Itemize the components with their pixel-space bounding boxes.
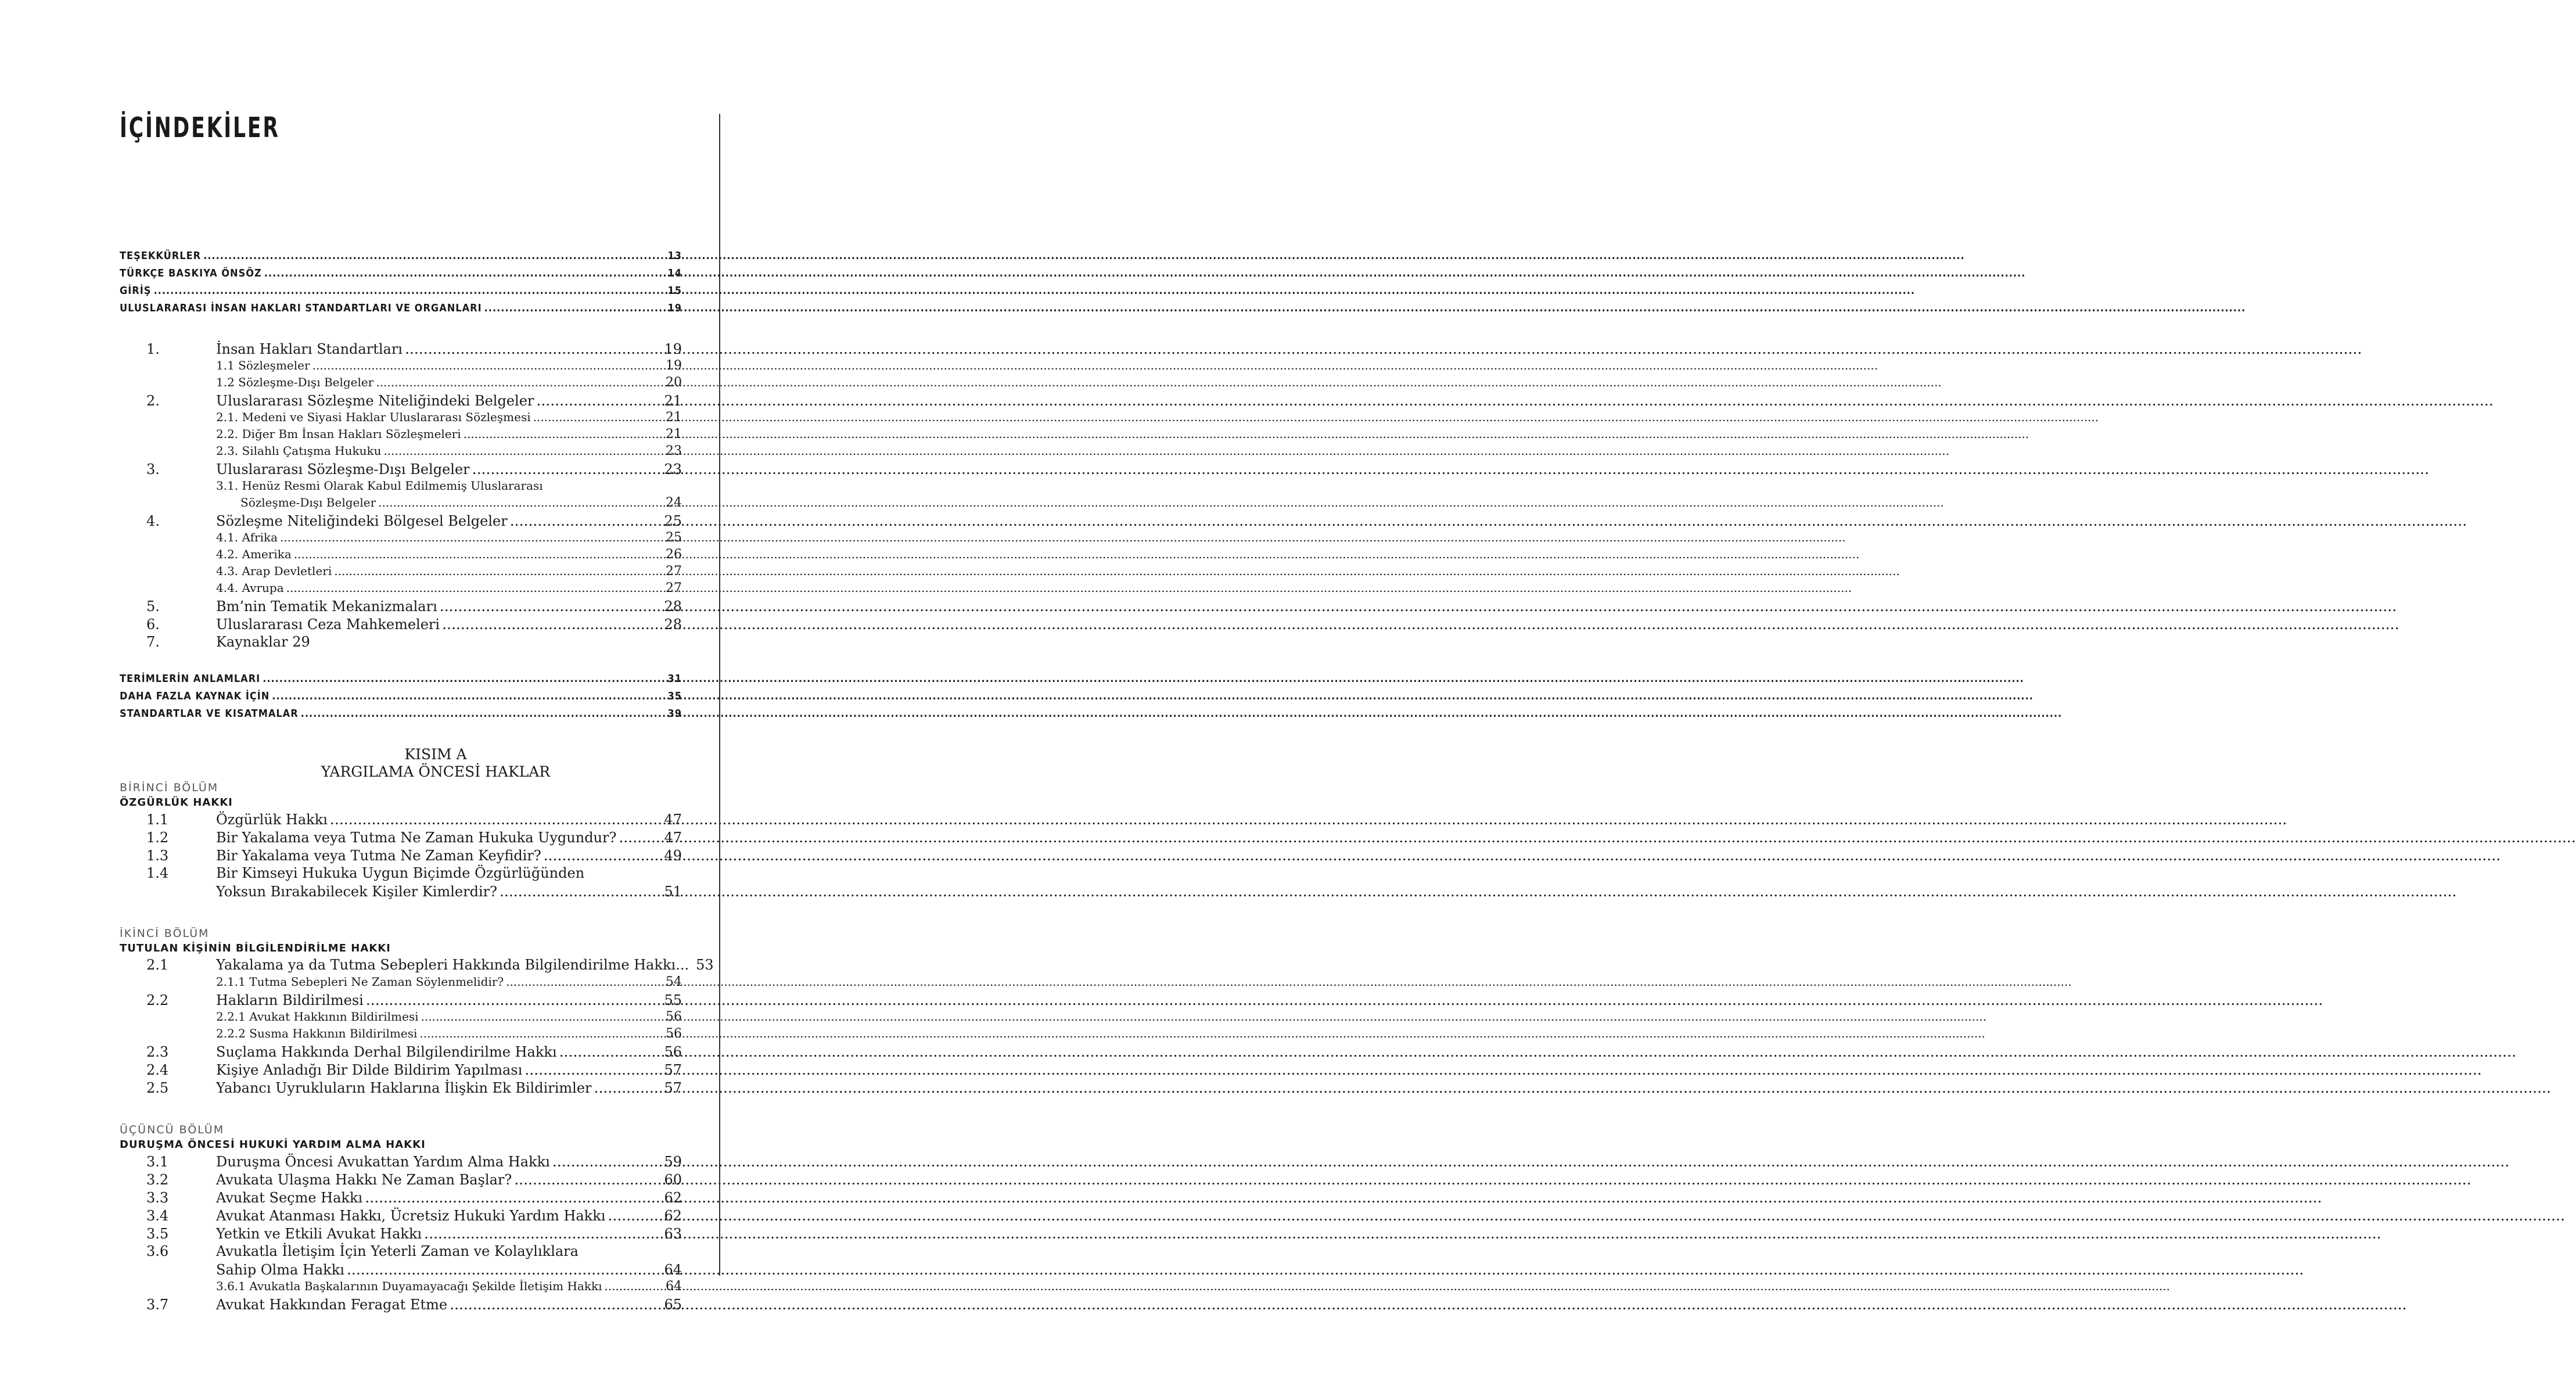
toc-entry-1-3[interactable] [120,847,682,865]
toc-entry-3-1[interactable] [120,1153,682,1171]
toc-entry-page: 54 [666,975,682,989]
toc-entry-page: 39 [667,708,682,720]
toc-entry-page: 21 [666,427,682,441]
toc-entry-page: 57 [664,1062,682,1078]
section-number: 3.6 [146,1243,169,1259]
toc-entry-label: STANDARTLAR VE KISATMALAR [120,708,299,720]
toc-entry-label: Bm’nin Tematik Mekanizmaları [216,598,437,615]
section-number: 2.1 [146,957,169,973]
toc-entry-label: Bir Yakalama veya Tutma Ne Zaman Hukuka Uygundur? [216,830,617,846]
leader-dots [286,581,664,595]
leader-dots [472,461,663,477]
leader-dots [544,847,663,864]
toc-entry-label: 2.3. Silahlı Çatışma Hukuku [216,444,382,458]
toc-subsection-3-6-1[interactable] [120,1279,682,1296]
toc-entry-3-4[interactable] [120,1207,682,1225]
leader-dots [294,547,664,561]
leader-dots [514,1171,663,1188]
toc-entry-3-2[interactable] [120,1171,682,1189]
part-heading [120,746,682,781]
part-number: KISIM A [404,746,467,763]
leader-dots [334,564,664,578]
toc-entry-1-4-continued[interactable] [120,883,682,901]
toc-entry-page: 20 [666,375,682,390]
toc-section-1[interactable] [120,340,682,358]
toc-entry-label: 4.2. Amerika [216,547,292,561]
toc-entry-label: Kaynaklar 29 [216,634,310,650]
leader-dots [604,1279,664,1293]
toc-entry-label: TÜRKÇE BASKIYA ÖNSÖZ [120,267,262,279]
toc-entry-label: ULUSLARARASI İNSAN HAKLARI STANDARTLARI VE ORGANLARI [120,302,482,314]
chapter-title[interactable]: DURUŞMA ÖNCESİ HUKUKİ YARDIM ALMA HAKKI [120,1139,426,1151]
leader-dots [594,1079,663,1096]
toc-subsection-1-2[interactable] [120,375,682,392]
toc-section-5[interactable] [120,598,682,616]
leader-dots [440,598,663,615]
toc-entry-3-5[interactable] [120,1225,682,1243]
leader-dots [366,992,663,1008]
toc-entry-further-resources[interactable] [120,690,682,708]
toc-entry-page: 56 [666,1010,682,1024]
section-number: 7. [146,634,160,650]
leader-dots [484,302,667,314]
toc-entry-label: İnsan Hakları Standartları [216,341,403,357]
toc-entry-label: Bir Yakalama veya Tutma Ne Zaman Keyfidir? [216,848,541,864]
chapter-title[interactable]: TUTULAN KİŞİNİN BİLGİLENDİRİLME HAKKI [120,942,391,954]
toc-subsection-3-1[interactable] [120,479,682,495]
toc-entry-label: 1.1 Sözleşmeler [216,358,310,372]
toc-entry-page: 57 [664,1080,682,1096]
leader-dots [280,530,664,544]
toc-subsection-2-3[interactable] [120,444,682,461]
leader-dots [450,1296,663,1313]
toc-subsection-2-1[interactable] [120,410,682,427]
toc-entry-label: TEŞEKKÜRLER [120,250,202,262]
section-number: 1.2 [146,830,169,846]
toc-entry-label: Yakalama ya da Tutma Sebepleri Hakkında Bilgilendirilme Hakkı... [216,957,689,973]
toc-entry-2-5[interactable] [120,1079,682,1097]
toc-entry-label: 2.1.1 Tutma Sebepleri Ne Zaman Söylenmelidir? [216,975,504,989]
toc-entry-label: 2.1. Medeni ve Siyasi Haklar Uluslararası Sözleşmesi [216,410,531,424]
leader-dots [424,1225,663,1242]
leader-dots [153,285,666,297]
toc-entry-page: 64 [664,1262,682,1278]
leader-dots [264,267,667,279]
toc-entry-page: 19 [667,302,682,314]
toc-subsection-3-1-continued[interactable] [120,495,682,512]
toc-entry-label: 2.2.1 Avukat Hakkının Bildirilmesi [216,1010,419,1024]
toc-entry-turkish-preface[interactable] [120,267,682,285]
leader-dots [619,829,663,846]
leader-dots [421,1010,664,1024]
toc-entry-label: TERİMLERİN ANLAMLARI [120,673,261,685]
leader-dots [510,512,663,529]
section-number: 3.1 [146,1154,169,1170]
toc-entry-3-6-continued[interactable] [120,1261,682,1279]
leader-dots [263,673,666,685]
toc-entry-label: 4.1. Afrika [216,530,278,544]
toc-section-4[interactable] [120,512,682,530]
toc-entry-1-1[interactable] [120,811,682,829]
section-number: 4. [146,513,160,529]
toc-entry-label: 2.2.2 Susma Hakkının Bildirilmesi [216,1026,418,1040]
section-number: 3.7 [146,1297,169,1313]
toc-entry-page: 59 [664,1154,682,1170]
table-of-contents [120,250,714,1314]
leader-dots [419,1026,664,1040]
toc-entry-standards-abbreviations[interactable] [120,708,682,725]
toc-entry-page: 47 [664,812,682,828]
toc-entry-page: 35 [667,690,682,702]
toc-entry-page: 28 [664,598,682,615]
toc-entry-label: 4.4. Avrupa [216,581,284,595]
toc-entry-page: 31 [667,673,682,685]
toc-entry-label: Uluslararası Ceza Mahkemeleri [216,616,440,633]
toc-entry-label: 3.6.1 Avukatla Başkalarının Duyamayacağı Şekilde İletişim Hakkı [216,1279,602,1293]
toc-section-6[interactable] [120,616,682,634]
chapter-label: ÜÇÜNCÜ BÖLÜM [120,1123,225,1136]
toc-entry-label: Sözleşme-Dışı Belgeler [240,495,376,509]
section-number: 2.2 [146,992,169,1008]
leader-dots [552,1153,663,1170]
toc-entry-definitions[interactable] [120,673,682,690]
toc-entry-page: 63 [664,1226,682,1242]
toc-entry-page: 13 [667,250,682,262]
leader-dots [464,427,664,441]
leader-dots [608,1207,663,1224]
toc-entry-page: 56 [666,1026,682,1041]
toc-entry-page: 28 [664,616,682,633]
section-number: 1.1 [146,812,169,828]
toc-entry-label: Avukat Atanması Hakkı, Ücretsiz Hukuki Yardım Hakkı [216,1208,606,1224]
page-title: İÇİNDEKİLER [120,112,280,144]
section-number: 3.2 [146,1172,169,1188]
toc-subsection-4-1[interactable] [120,530,682,547]
toc-entry-page: 25 [664,513,682,529]
toc-entry-page: 19 [666,358,682,373]
toc-entry-page: 60 [664,1172,682,1188]
toc-entry-1-4[interactable] [120,865,682,883]
leader-dots [524,1061,663,1078]
toc-entry-label: 4.3. Arap Devletleri [216,564,332,578]
toc-entry-label: Avukat Seçme Hakkı [216,1190,363,1206]
toc-subsection-4-2[interactable] [120,547,682,564]
leader-dots [405,340,663,357]
toc-entry-label: Yetkin ve Etkili Avukat Hakkı [216,1226,422,1242]
toc-entry-label: Avukat Hakkından Feragat Etme [216,1297,448,1313]
toc-entry-label: Bir Kimseyi Hukuka Uygun Biçimde Özgürlüğünden [216,865,585,881]
leader-dots [536,392,663,409]
toc-entry-page: 21 [666,410,682,425]
toc-entry-page: 23 [664,461,682,477]
section-number: 1. [146,341,160,357]
toc-section-3[interactable] [120,461,682,479]
section-number: 6. [146,616,160,633]
section-number: 3.3 [146,1190,169,1206]
toc-entry-label: Duruşma Öncesi Avukattan Yardım Alma Hakkı [216,1154,550,1170]
toc-entry-international-standards[interactable] [120,302,682,319]
section-number: 5. [146,598,160,615]
toc-entry-label: Uluslararası Sözleşme Niteliğindeki Belgeler [216,393,534,409]
toc-subsection-2-2[interactable] [120,427,682,444]
leader-dots [533,410,664,424]
toc-subsection-4-4[interactable] [120,581,682,598]
toc-entry-page: 64 [666,1279,682,1294]
section-number: 1.3 [146,848,169,864]
leader-dots [378,495,664,509]
leader-dots [347,1261,663,1278]
section-number: 3.5 [146,1226,169,1242]
toc-entry-2-3[interactable] [120,1043,682,1061]
toc-entry-page: 15 [667,285,682,297]
section-number: 2. [146,393,160,409]
part-title: YARGILAMA ÖNCESİ HAKLAR [321,763,551,780]
toc-entry-label: Sahip Olma Hakkı [216,1262,344,1278]
toc-entry-page: 55 [664,992,682,1008]
toc-entry-1-2[interactable] [120,829,682,847]
leader-dots [383,444,664,458]
toc-entry-page: 14 [667,267,682,279]
toc-entry-label: 3.1. Henüz Resmi Olarak Kabul Edilmemiş Uluslararası [216,479,543,493]
toc-entry-label: Özgürlük Hakkı [216,812,328,828]
toc-entry-label: 2.2. Diğer Bm İnsan Hakları Sözleşmeleri [216,427,461,441]
toc-entry-label: Kişiye Anladığı Bir Dilde Bildirim Yapılması [216,1062,523,1078]
toc-entry-label: Sözleşme Niteliğindeki Bölgesel Belgeler [216,513,508,529]
toc-entry-page: 23 [666,444,682,458]
toc-entry-page: 51 [664,884,682,900]
chapter-label: İKİNCİ BÖLÜM [120,927,210,940]
leader-dots [330,811,663,828]
leader-dots [376,375,664,389]
toc-entry-label: Suçlama Hakkında Derhal Bilgilendirilme Hakkı [216,1044,557,1060]
toc-entry-page: 24 [666,495,682,510]
toc-subsection-2-1-1[interactable] [120,975,682,992]
toc-entry-page: 49 [664,848,682,864]
toc-entry-page: 26 [666,547,682,562]
toc-entry-3-3[interactable] [120,1189,682,1207]
chapter-title[interactable]: ÖZGÜRLÜK HAKKI [120,796,233,809]
toc-entry-page: 62 [664,1190,682,1206]
toc-entry-page: 65 [664,1297,682,1313]
toc-entry-page: 25 [666,530,682,545]
toc-entry-page: 56 [664,1044,682,1060]
toc-entry-2-4[interactable] [120,1061,682,1079]
toc-entry-label: 1.2 Sözleşme-Dışı Belgeler [216,375,374,389]
section-number: 1.4 [146,865,169,881]
section-number: 2.5 [146,1080,169,1096]
toc-subsection-4-3[interactable] [120,564,682,581]
toc-subsection-2-2-2[interactable] [120,1026,682,1043]
leader-dots [301,708,667,720]
toc-entry-page: 27 [666,581,682,595]
toc-entry-page: 19 [664,341,682,357]
toc-entry-introduction[interactable] [120,285,682,302]
toc-subsection-1-1[interactable] [120,358,682,375]
toc-entry-page: 62 [664,1208,682,1224]
section-number: 2.3 [146,1044,169,1060]
toc-entry-3-7[interactable] [120,1296,682,1314]
toc-entry-label: Yoksun Bırakabilecek Kişiler Kimlerdir? [216,884,497,900]
toc-section-2[interactable] [120,392,682,410]
toc-entry-page: 53 [696,957,714,973]
toc-entry-label: GİRİŞ [120,285,152,297]
toc-entry-acknowledgements[interactable] [120,250,682,267]
toc-subsection-2-2-1[interactable] [120,1010,682,1026]
toc-entry-label: Yabancı Uyrukluların Haklarına İlişkin Ek Bildirimler [216,1080,592,1096]
leader-dots [500,883,663,900]
leader-dots [272,690,666,702]
toc-entry-page: 27 [666,564,682,579]
toc-entry-label: Avukata Ulaşma Hakkı Ne Zaman Başlar? [216,1172,512,1188]
toc-entry-page: 47 [664,830,682,846]
chapter-label: BİRİNCİ BÖLÜM [120,781,219,794]
section-number: 3.4 [146,1208,169,1224]
toc-entry-label: Hakların Bildirilmesi [216,992,364,1008]
section-number: 3. [146,461,160,477]
leader-dots [506,975,664,989]
toc-entry-2-1[interactable] [120,957,714,975]
leader-dots [312,358,664,372]
toc-entry-3-6[interactable] [120,1243,682,1261]
leader-dots [442,616,663,633]
toc-entry-2-2[interactable] [120,992,682,1010]
section-number: 2.4 [146,1062,169,1078]
toc-entry-label: Uluslararası Sözleşme-Dışı Belgeler [216,461,470,477]
leader-dots [559,1043,663,1060]
leader-dots [203,250,666,262]
toc-section-7[interactable] [120,634,682,652]
toc-entry-label: DAHA FAZLA KAYNAK İÇİN [120,690,270,702]
toc-entry-label: Avukatla İletişim İçin Yeterli Zaman ve Kolaylıklara [216,1243,579,1259]
leader-dots [365,1189,663,1206]
toc-entry-page: 21 [664,393,682,409]
